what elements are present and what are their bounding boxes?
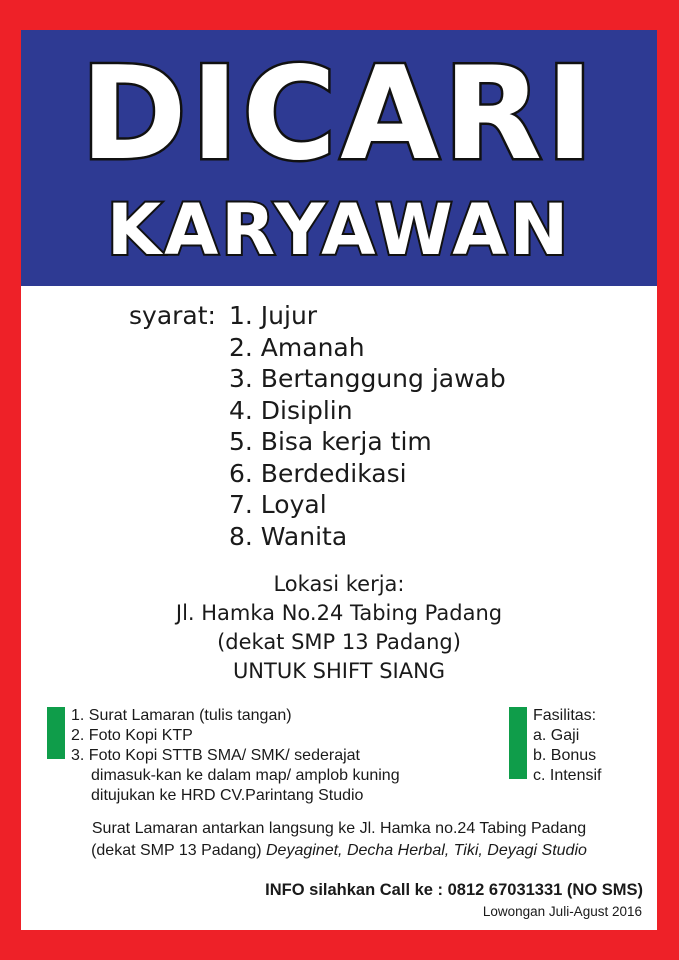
submission-dropoff-points: Deyaginet, Decha Herbal, Tiki, Deyagi Studio <box>266 842 587 859</box>
location-section <box>21 570 657 686</box>
location-heading: Lokasi kerja: <box>273 572 405 596</box>
submission-line: Surat Lamaran antarkan langsung ke Jl. Hamka no.24 Tabing Padang <box>91 820 587 837</box>
facility-item: a. Gaji <box>533 727 580 744</box>
submission-landmark: (dekat SMP 13 Padang) <box>91 842 266 859</box>
requirements-label: syarat: <box>129 301 216 330</box>
vacancy-period: Lowongan Juli-Agust 2016 <box>482 904 642 919</box>
facilities-accent-bar <box>509 707 527 779</box>
facilities-heading: Fasilitas: <box>533 707 597 724</box>
documents-accent-bar <box>47 707 65 759</box>
documents-note: dimasuk-kan ke dalam map/ amplob kuning <box>91 767 400 784</box>
poster-body <box>21 30 657 930</box>
facilities-section <box>533 706 601 786</box>
requirement-item: 4. Disiplin <box>229 395 353 425</box>
facility-item: c. Intensif <box>533 767 602 784</box>
submission-instructions <box>21 818 657 862</box>
facility-item: b. Bonus <box>533 747 597 764</box>
document-item: 1. Surat Lamaran (tulis tangan) <box>71 707 292 724</box>
requirement-item: 3. Bertanggung jawab <box>229 364 506 393</box>
documents-section <box>71 706 400 806</box>
poster-title: DICARI <box>80 40 598 189</box>
requirements-list <box>229 300 506 552</box>
requirement-item: 1. Jujur <box>229 301 318 330</box>
document-item: 2. Foto Kopi KTP <box>71 727 193 744</box>
poster-subtitle: KARYAWAN <box>106 189 572 271</box>
requirement-item: 7. Loyal <box>229 490 327 519</box>
documents-note: ditujukan ke HRD CV.Parintang Studio <box>91 787 364 804</box>
location-landmark: (dekat SMP 13 Padang) <box>217 630 461 654</box>
document-item: 3. Foto Kopi STTB SMA/ SMK/ sederajat <box>71 747 360 764</box>
requirement-item: 2. Amanah <box>229 332 365 362</box>
submission-line <box>21 840 657 862</box>
contact-info: INFO silahkan Call ke : 0812 67031331 (NO SMS) <box>265 881 643 899</box>
requirement-item: 6. Berdedikasi <box>229 458 407 488</box>
requirement-item: 8. Wanita <box>229 521 348 551</box>
shift-note: UNTUK SHIFT SIANG <box>232 659 446 683</box>
requirement-item: 5. Bisa kerja tim <box>229 427 432 456</box>
header-banner <box>21 30 657 286</box>
location-address: Jl. Hamka No.24 Tabing Padang <box>175 601 503 625</box>
